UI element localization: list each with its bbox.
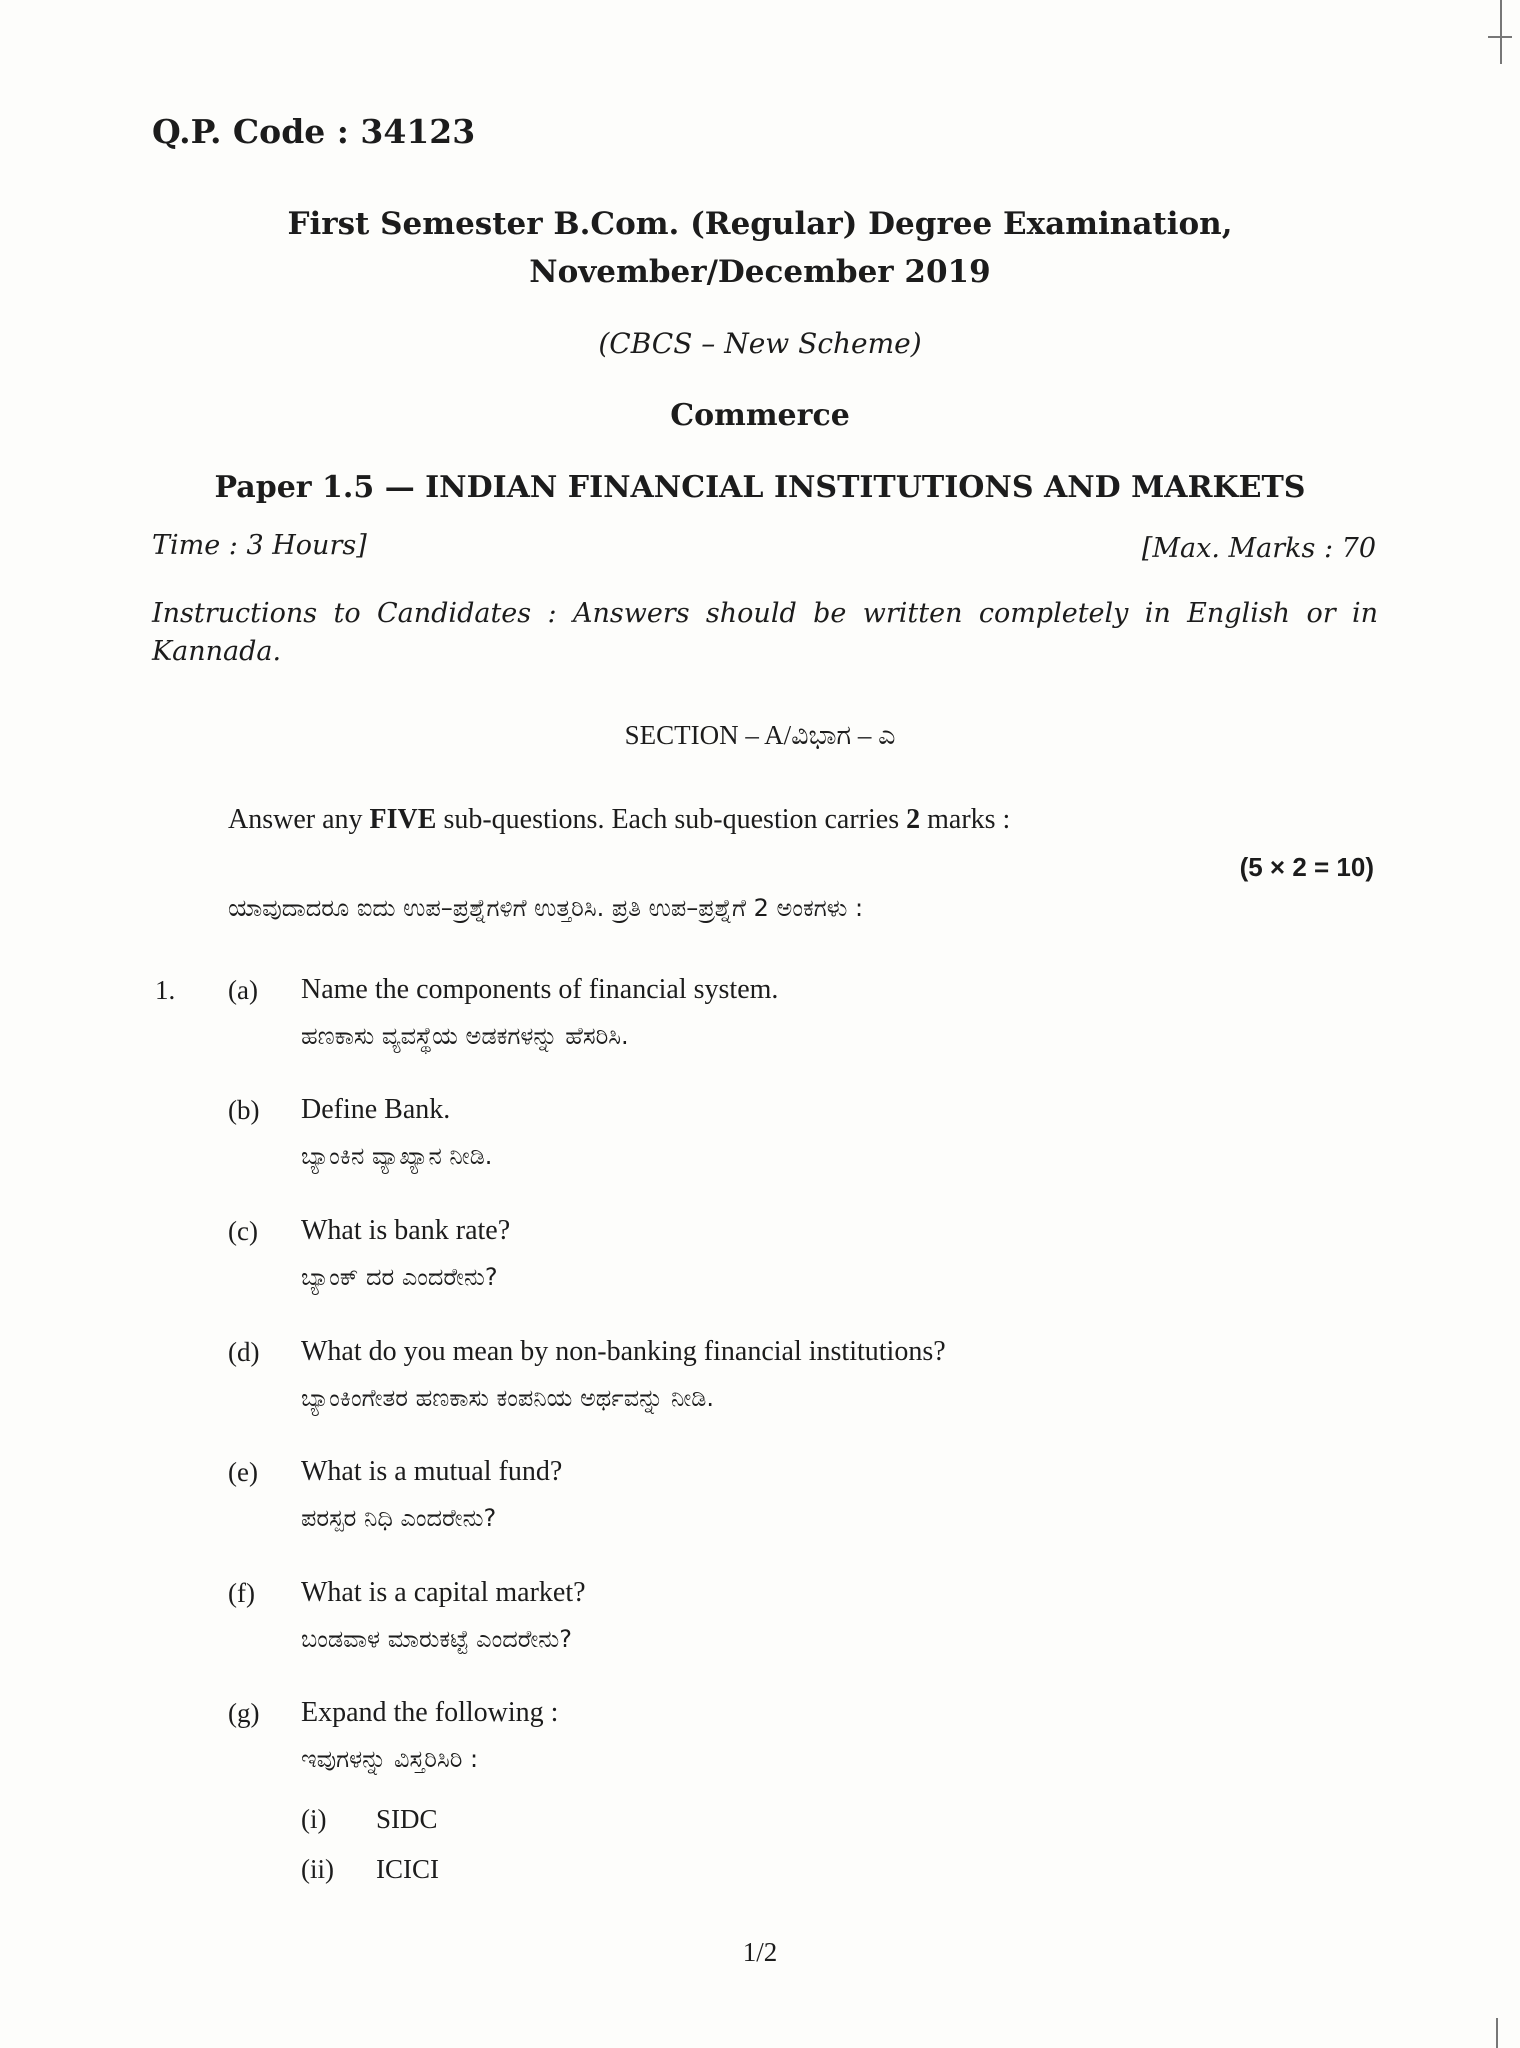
subject: Commerce (670, 398, 850, 433)
question-number: 1. (155, 975, 176, 1005)
paper-title: Paper 1.5 — INDIAN FINANCIAL INSTITUTIONS AND MARKETS (214, 470, 1306, 505)
time-allowed: Time : 3 Hours] (152, 530, 367, 561)
sub-question-text: What is a mutual fund? (301, 1456, 563, 1487)
expand-item-text: ICICI (376, 1854, 439, 1884)
answer-prefix: Answer any (228, 804, 370, 835)
answer-instruction (228, 804, 1010, 836)
sub-question-text: What is a capital market? (301, 1577, 586, 1608)
score-marks: (5 × 2 = 10) (1239, 852, 1374, 882)
exam-title: First Semester B.Com. (Regular) Degree Examination, (287, 206, 1233, 242)
answer-instruction-kannada: ಯಾವುದಾದರೂ ಐದು ಉಪ–ಪ್ರಶ್ನೆಗಳಿಗೆ ಉತ್ತರಿಸಿ. ಪ್ರತಿ ಉಪ–ಪ್ರಶ್ನೆಗೆ 2 ಅಂಕಗಳು : (228, 894, 864, 922)
sub-question-label: (e) (228, 1457, 258, 1487)
expand-item-text: SIDC (376, 1804, 438, 1834)
sub-question-label: (a) (228, 975, 258, 1005)
sub-question-kannada: ಹಣಕಾಸು ವ್ಯವಸ್ಥೆಯ ಅಡಕಗಳನ್ನು ಹೆಸರಿಸಿ. (301, 1022, 629, 1050)
sub-question-label: (c) (228, 1216, 258, 1246)
instructions: Instructions to Candidates : Answers should be written completely in English or in Kannada. (152, 598, 1378, 667)
sub-question-label: (d) (228, 1337, 260, 1367)
sub-question-kannada: ಬ್ಯಾಂಕ್ ದರ ಎಂದರೇನು? (301, 1263, 498, 1291)
qp-code: Q.P. Code : 34123 (152, 112, 476, 151)
sub-question-kannada: ಪರಸ್ಪರ ನಿಧಿ ಎಂದರೇನು? (301, 1504, 497, 1532)
expand-item-label: (ii) (301, 1854, 334, 1884)
answer-bold2: 2 (906, 804, 921, 835)
sub-question-text: What do you mean by non-banking financial institutions? (301, 1336, 946, 1367)
sub-question-text: Define Bank. (301, 1094, 451, 1125)
answer-bold: FIVE (369, 804, 437, 835)
crop-mark (1488, 36, 1512, 38)
page-number: 1/2 (742, 1937, 778, 1967)
sub-question-text: Name the components of financial system. (301, 974, 779, 1005)
sub-question-kannada: ಬ್ಯಾಂಕಿಂಗೇತರ ಹಣಕಾಸು ಕಂಪನಿಯ ಅರ್ಥವನ್ನು ನೀಡಿ. (301, 1384, 714, 1412)
crop-mark (1496, 2018, 1498, 2048)
sub-question-label: (b) (228, 1095, 260, 1125)
sub-question-text: What is bank rate? (301, 1215, 511, 1246)
sub-question-label: (f) (228, 1578, 255, 1608)
answer-suffix: marks : (920, 804, 1011, 835)
max-marks: [Max. Marks : 70 (1141, 533, 1376, 564)
section-title: SECTION – A/ವಿಭಾಗ – ಎ (624, 720, 896, 750)
exam-date: November/December 2019 (529, 254, 991, 290)
sub-question-kannada: ಬಂಡವಾಳ ಮಾರುಕಟ್ಟೆ ಎಂದರೇನು? (301, 1625, 572, 1653)
answer-mid: sub-questions. Each sub-question carries (436, 804, 907, 835)
crop-mark (1500, 0, 1502, 64)
sub-question-kannada: ಬ್ಯಾಂಕಿನ ವ್ಯಾಖ್ಯಾನ ನೀಡಿ. (301, 1142, 493, 1170)
sub-question-label: (g) (228, 1698, 260, 1728)
sub-question-text: Expand the following : (301, 1697, 559, 1728)
sub-question-kannada: ಇವುಗಳನ್ನು ವಿಸ್ತರಿಸಿರಿ : (301, 1745, 479, 1773)
expand-item-label: (i) (301, 1804, 327, 1834)
scheme: (CBCS – New Scheme) (598, 327, 922, 360)
